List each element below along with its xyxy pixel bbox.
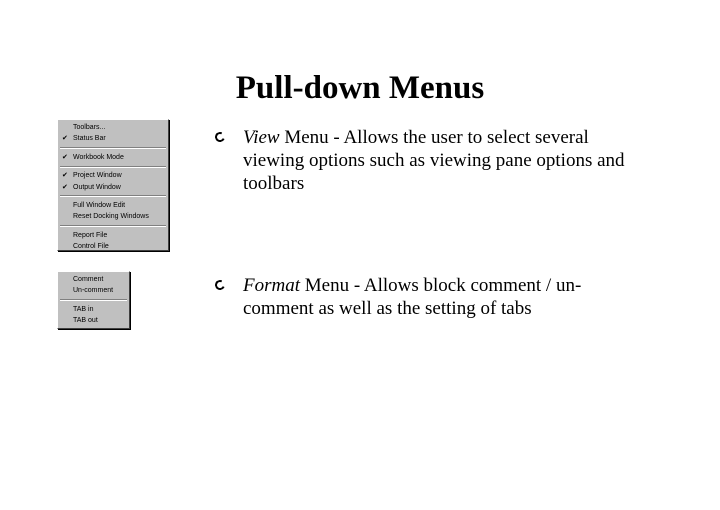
view-menu (57, 119, 169, 251)
menu-item-label: Project Window (73, 172, 122, 180)
menu-item-un-comment[interactable] (58, 285, 129, 296)
menu-item-label: Un-comment (73, 287, 114, 295)
checkmark-icon: ✔ (62, 172, 68, 180)
hollow-circle-bullet-icon (214, 279, 227, 292)
menu-item-full-window-edit[interactable] (58, 200, 168, 211)
menu-separator (60, 225, 166, 227)
bullet-term: Format (243, 275, 300, 296)
menu-separator (60, 166, 166, 168)
bullet-text: Menu - Allows the user to select several viewing options such as viewing pane options and toolbars (243, 127, 625, 194)
slide-title: Pull-down Menus (235, 70, 485, 106)
menu-item-label: Reset Docking Windows (73, 213, 149, 221)
menu-item-reset-docking-windows[interactable] (58, 211, 168, 222)
checkmark-icon: ✔ (62, 135, 68, 143)
menu-item-comment[interactable] (58, 274, 129, 285)
menu-item-label: Report File (73, 231, 108, 239)
hollow-circle-bullet-icon (214, 131, 227, 144)
menu-item-tab-in[interactable] (58, 304, 129, 315)
bullet-view-menu (211, 126, 651, 195)
menu-item-project-window[interactable] (58, 170, 168, 181)
menu-item-report-file[interactable] (58, 230, 168, 241)
menu-item-label: Status Bar (73, 135, 106, 143)
menu-item-control-file[interactable] (58, 241, 168, 252)
menu-separator (60, 195, 166, 197)
menu-item-label: TAB in (73, 305, 94, 313)
menu-item-tab-out[interactable] (58, 315, 129, 326)
menu-item-workbook-mode[interactable] (58, 152, 168, 163)
menu-separator (60, 147, 166, 149)
menu-item-label: Toolbars... (73, 124, 106, 131)
bullet-term: View (243, 127, 280, 148)
checkmark-icon: ✔ (62, 183, 68, 191)
menu-item-label: Full Window Edit (73, 201, 126, 209)
menu-item-output-window[interactable] (58, 182, 168, 193)
bullet-format-menu (211, 274, 651, 320)
menu-item-label: Control File (73, 243, 109, 251)
menu-item-status-bar[interactable] (58, 133, 168, 144)
menu-separator (60, 299, 127, 301)
bullet-list (211, 126, 651, 320)
bullet-text: Menu - Allows block comment / un-comment as well as the setting of tabs (243, 275, 582, 319)
menu-item-label: Workbook Mode (73, 153, 124, 161)
menu-item-label: Output Window (73, 183, 121, 191)
checkmark-icon: ✔ (62, 153, 68, 161)
menu-item-toolbars[interactable] (58, 122, 168, 133)
menu-item-label: TAB out (73, 317, 98, 325)
format-menu (57, 271, 130, 329)
menu-item-label: Comment (73, 276, 104, 283)
